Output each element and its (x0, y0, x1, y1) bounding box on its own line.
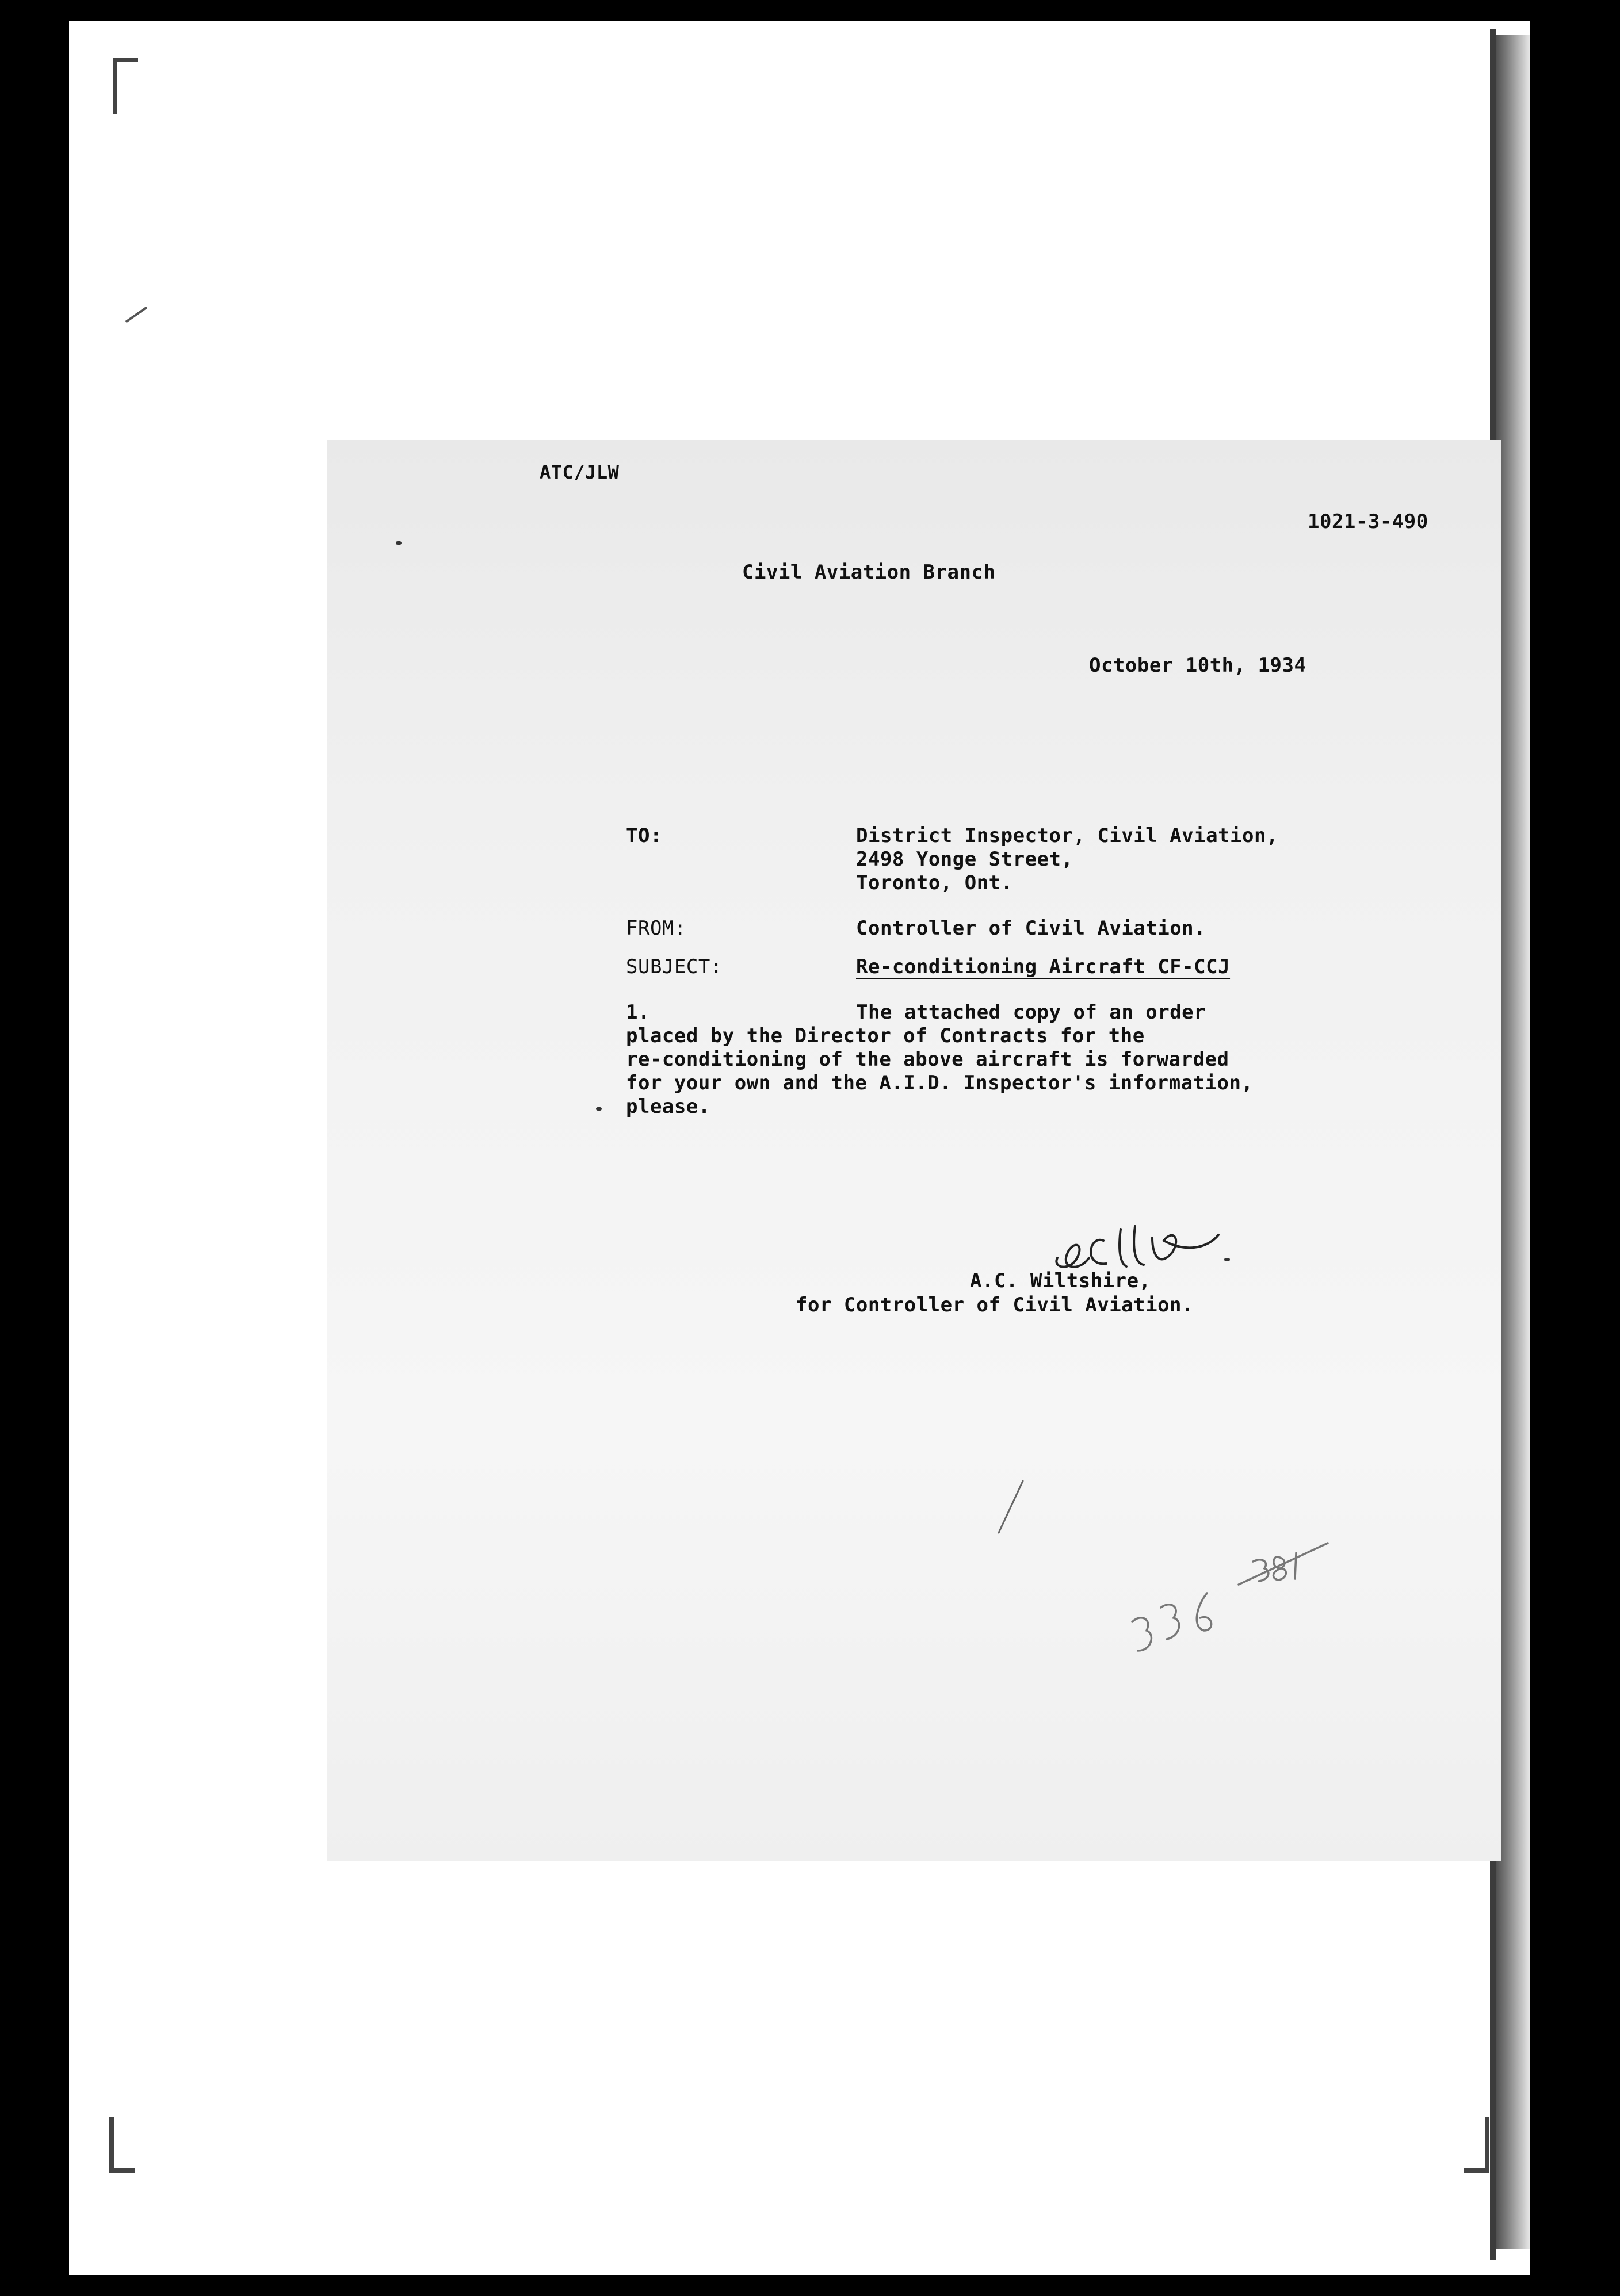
body-line: re-conditioning of the above aircraft is forwarded (626, 1048, 1229, 1071)
crop-mark-bottom-right (1464, 2117, 1489, 2173)
body-line: for your own and the A.I.D. Inspector's information, (626, 1072, 1254, 1095)
to-line: District Inspector, Civil Aviation, (856, 824, 1278, 847)
subject-label: SUBJECT: (626, 955, 723, 978)
specks (1224, 1258, 1230, 1261)
specks (396, 541, 402, 545)
branch-heading: Civil Aviation Branch (742, 561, 996, 584)
to-label: TO: (626, 824, 662, 847)
body-line: placed by the Director of Contracts for the (626, 1024, 1145, 1047)
from-value: Controller of Civil Aviation. (856, 917, 1206, 940)
signatory-role: for Controller of Civil Aviation. (796, 1294, 1194, 1317)
body-line: please. (626, 1095, 710, 1118)
from-label: FROM: (626, 917, 686, 940)
memo-letter (327, 440, 1501, 1861)
body-line: The attached copy of an order (856, 1001, 1206, 1024)
crop-mark-top-left (113, 58, 138, 114)
pencil-tick-mark (988, 1475, 1034, 1539)
letter-date: October 10th, 1934 (1089, 654, 1306, 677)
subject-value: Re-conditioning Aircraft CF-CCJ (856, 955, 1231, 978)
reference-initials: ATC/JLW (540, 461, 620, 483)
to-line: Toronto, Ont. (856, 871, 1013, 894)
handwritten-page-number (1121, 1521, 1339, 1671)
paragraph-number: 1. (626, 1001, 650, 1024)
to-line: 2498 Yonge Street, (856, 848, 1073, 871)
signatory-name: A.C. Wiltshire, (970, 1269, 1151, 1292)
crop-mark-bottom-left (109, 2117, 135, 2173)
file-number: 1021-3-490 (1308, 510, 1428, 533)
specks (596, 1107, 602, 1111)
